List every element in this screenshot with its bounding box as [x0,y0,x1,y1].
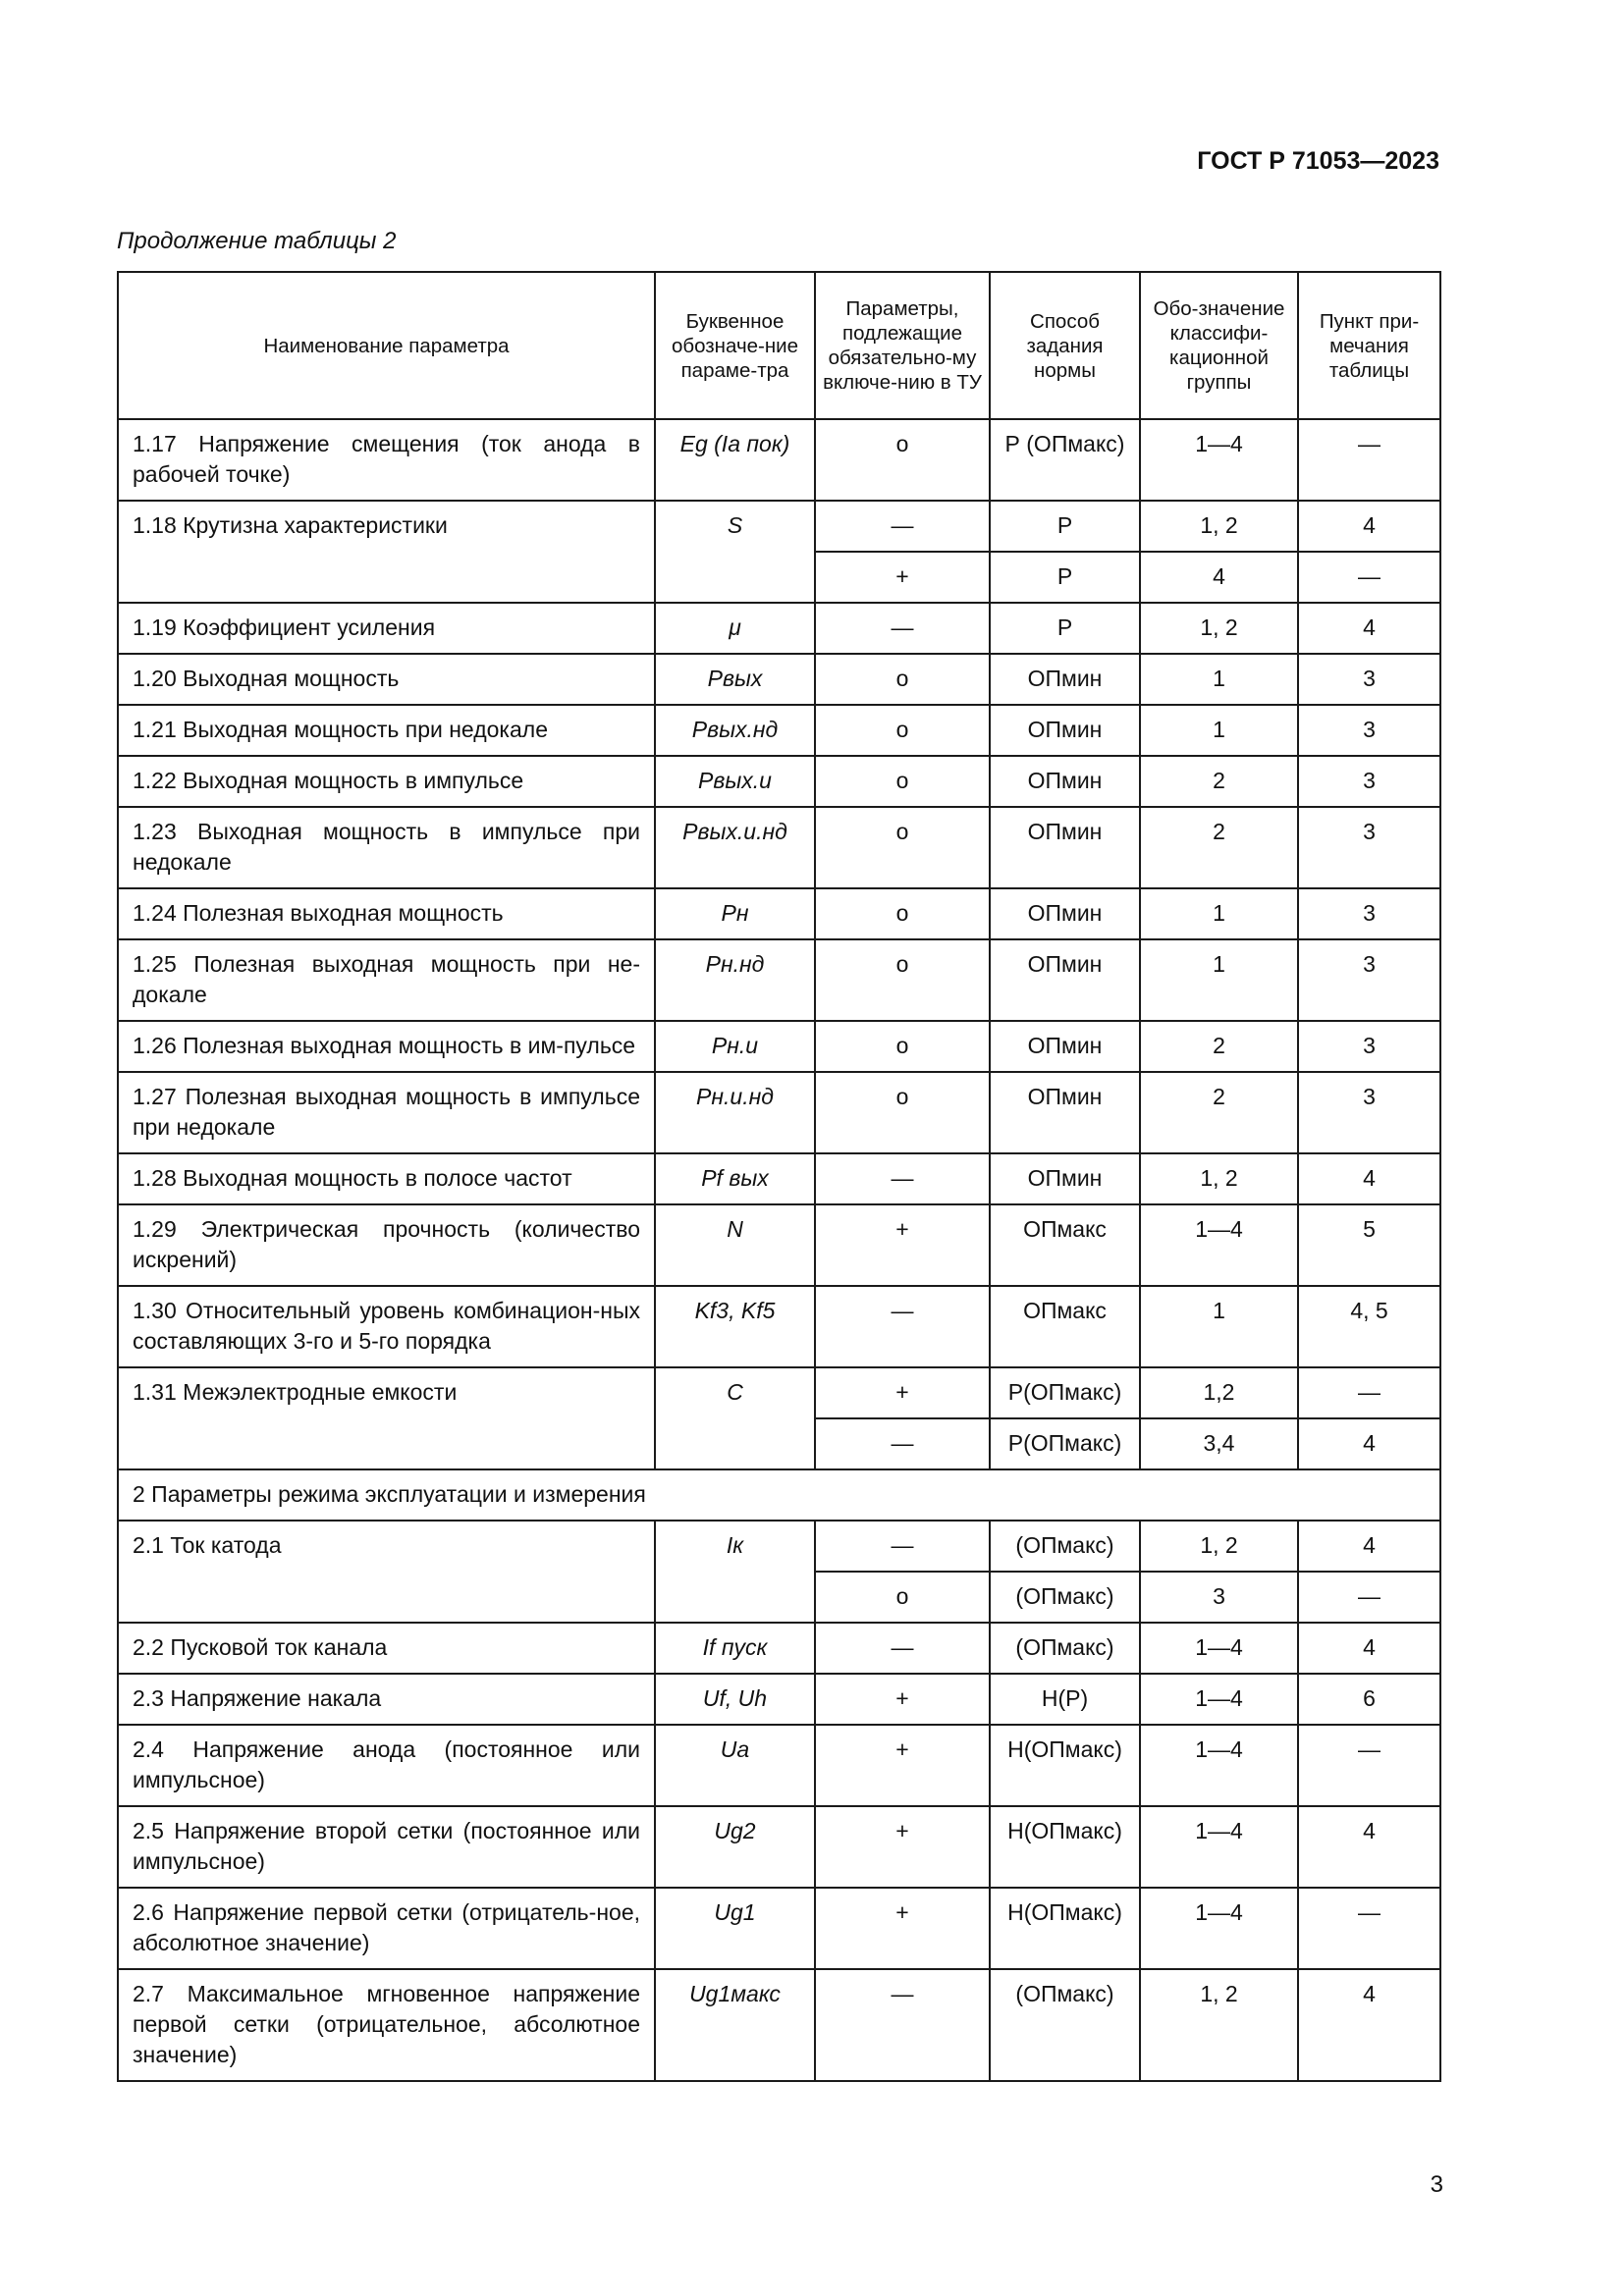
param-required: o [815,654,990,705]
table-row [118,1725,1440,1806]
param-note: 3 [1298,654,1440,705]
param-note: 4 [1298,1521,1440,1572]
param-name: 1.29 Электрическая прочность (количество искрений) [118,1204,655,1286]
param-method: Н(Р) [990,1674,1140,1725]
param-note: 3 [1298,756,1440,807]
page-number: 3 [1430,2171,1443,2198]
param-class: 1—4 [1140,1806,1298,1888]
param-name: 1.23 Выходная мощность в импульсе при недокале [118,807,655,888]
param-name: 2.6 Напряжение первой сетки (отрицатель-ное, абсолютное значение) [118,1888,655,1969]
column-header-note: Пункт при-мечания таблицы [1298,272,1440,419]
param-method: ОПмин [990,1021,1140,1072]
table-row [118,1367,1440,1418]
param-class: 1, 2 [1140,501,1298,552]
param-required: o [815,705,990,756]
param-class: 1, 2 [1140,1153,1298,1204]
param-note: 3 [1298,807,1440,888]
param-note: 3 [1298,939,1440,1021]
param-method: Р [990,603,1140,654]
param-name: 1.26 Полезная выходная мощность в им-пульсе [118,1021,655,1072]
param-method: (ОПмакс) [990,1623,1140,1674]
param-required: o [815,807,990,888]
param-class: 1 [1140,939,1298,1021]
param-method: (ОПмакс) [990,1969,1140,2081]
param-method: Р [990,552,1140,603]
param-method: ОПмин [990,807,1140,888]
param-symbol: S [655,501,815,603]
param-note: 3 [1298,705,1440,756]
param-required: — [815,603,990,654]
table-row [118,756,1440,807]
param-name: 1.27 Полезная выходная мощность в импульсе при недокале [118,1072,655,1153]
param-method: Р(ОПмакс) [990,1367,1140,1418]
param-method: ОПмакс [990,1204,1140,1286]
parameters-table [117,271,1441,2082]
param-symbol: Pвых.нд [655,705,815,756]
section-row [118,1469,1440,1521]
section-title: 2 Параметры режима эксплуатации и измерения [118,1469,1440,1521]
param-name: 1.22 Выходная мощность в импульсе [118,756,655,807]
param-required: + [815,1725,990,1806]
param-name: 2.2 Пусковой ток канала [118,1623,655,1674]
param-class: 1, 2 [1140,603,1298,654]
param-class: 2 [1140,1021,1298,1072]
param-note: 4 [1298,1969,1440,2081]
param-name: 1.31 Межэлектродные емкости [118,1367,655,1469]
param-symbol: Pвых [655,654,815,705]
table-row [118,1521,1440,1572]
param-required: — [815,501,990,552]
param-method: Н(ОПмакс) [990,1725,1140,1806]
table-caption: Продолжение таблицы 2 [117,228,397,254]
column-header-required: Параметры, подлежащие обязательно-му включе-нию в ТУ [815,272,990,419]
table-row [118,501,1440,552]
param-required: + [815,1204,990,1286]
param-note: 3 [1298,888,1440,939]
param-symbol: μ [655,603,815,654]
param-note: 4 [1298,1153,1440,1204]
param-required: — [815,1969,990,2081]
param-note: — [1298,419,1440,501]
param-required: — [815,1521,990,1572]
param-method: ОПмин [990,939,1140,1021]
param-note: 4, 5 [1298,1286,1440,1367]
param-note: — [1298,1572,1440,1623]
param-note: 4 [1298,1623,1440,1674]
param-class: 2 [1140,756,1298,807]
param-note: 3 [1298,1072,1440,1153]
param-method: ОПмин [990,1153,1140,1204]
column-header-method: Способ задания нормы [990,272,1140,419]
param-note: 3 [1298,1021,1440,1072]
column-header-name: Наименование параметра [118,272,655,419]
table-row [118,939,1440,1021]
param-required: — [815,1623,990,1674]
param-name: 1.30 Относительный уровень комбинацион-ных составляющих 3-го и 5-го порядка [118,1286,655,1367]
param-class: 2 [1140,807,1298,888]
param-required: o [815,756,990,807]
table-header-row [118,272,1440,419]
param-name: 2.5 Напряжение второй сетки (постоянное или импульсное) [118,1806,655,1888]
table-row [118,1969,1440,2081]
param-name: 1.28 Выходная мощность в полосе частот [118,1153,655,1204]
param-method: (ОПмакс) [990,1572,1140,1623]
param-class: 1—4 [1140,1204,1298,1286]
param-symbol: Iк [655,1521,815,1623]
param-required: o [815,419,990,501]
param-required: o [815,888,990,939]
param-symbol: Pвых.и.нд [655,807,815,888]
param-method: Н(ОПмакс) [990,1888,1140,1969]
param-name: 1.24 Полезная выходная мощность [118,888,655,939]
table-row [118,654,1440,705]
param-class: 3,4 [1140,1418,1298,1469]
param-symbol: Pf вых [655,1153,815,1204]
param-required: + [815,1367,990,1418]
param-name: 1.17 Напряжение смещения (ток анода в рабочей точке) [118,419,655,501]
param-required: o [815,1021,990,1072]
param-class: 1—4 [1140,1725,1298,1806]
column-header-class: Обо-значение классифи-кационной группы [1140,272,1298,419]
param-class: 1—4 [1140,1888,1298,1969]
param-class: 1,2 [1140,1367,1298,1418]
param-class: 4 [1140,552,1298,603]
param-required: + [815,1806,990,1888]
param-name: 1.19 Коэффициент усиления [118,603,655,654]
table-row [118,1806,1440,1888]
table-row [118,1286,1440,1367]
param-class: 2 [1140,1072,1298,1153]
param-method: Р [990,501,1140,552]
param-note: 4 [1298,501,1440,552]
param-method: (ОПмакс) [990,1521,1140,1572]
param-symbol: Kf3, Kf5 [655,1286,815,1367]
param-name: 1.18 Крутизна характеристики [118,501,655,603]
param-symbol: Pн [655,888,815,939]
param-note: — [1298,1367,1440,1418]
table-row [118,1888,1440,1969]
param-symbol: If пуск [655,1623,815,1674]
param-method: ОПмин [990,888,1140,939]
param-note: 6 [1298,1674,1440,1725]
param-method: Р(ОПмакс) [990,1418,1140,1469]
param-symbol: C [655,1367,815,1469]
param-symbol: Ug2 [655,1806,815,1888]
param-required: + [815,552,990,603]
param-required: — [815,1418,990,1469]
table-row [118,888,1440,939]
param-symbol: Eg (Iа пок) [655,419,815,501]
table-row [118,1153,1440,1204]
table-row [118,1674,1440,1725]
param-note: 5 [1298,1204,1440,1286]
param-method: Р (ОПмакс) [990,419,1140,501]
param-symbol: Pн.и [655,1021,815,1072]
param-name: 1.20 Выходная мощность [118,654,655,705]
param-required: o [815,939,990,1021]
param-name: 2.1 Ток катода [118,1521,655,1623]
param-name: 2.7 Максимальное мгновенное напряжение первой сетки (отрицательное, абсолютное значение) [118,1969,655,2081]
param-note: 4 [1298,1806,1440,1888]
param-symbol: Uf, Uh [655,1674,815,1725]
param-symbol: N [655,1204,815,1286]
table-row [118,1623,1440,1674]
table-row [118,1072,1440,1153]
param-note: 4 [1298,603,1440,654]
table-row [118,419,1440,501]
param-class: 1 [1140,705,1298,756]
param-note: — [1298,1888,1440,1969]
param-method: Н(ОПмакс) [990,1806,1140,1888]
param-symbol: Pн.и.нд [655,1072,815,1153]
param-note: — [1298,552,1440,603]
param-symbol: Ug1 [655,1888,815,1969]
param-symbol: Ug1макс [655,1969,815,2081]
table-row [118,705,1440,756]
param-method: ОПмин [990,705,1140,756]
param-name: 1.21 Выходная мощность при недокале [118,705,655,756]
param-class: 1 [1140,888,1298,939]
param-symbol: Pвых.и [655,756,815,807]
param-class: 3 [1140,1572,1298,1623]
param-required: — [815,1153,990,1204]
param-class: 1, 2 [1140,1521,1298,1572]
param-class: 1, 2 [1140,1969,1298,2081]
param-class: 1 [1140,1286,1298,1367]
param-name: 2.3 Напряжение накала [118,1674,655,1725]
param-class: 1—4 [1140,1623,1298,1674]
param-method: ОПмин [990,756,1140,807]
table-row [118,1204,1440,1286]
param-class: 1—4 [1140,1674,1298,1725]
param-required: + [815,1674,990,1725]
table-row [118,1021,1440,1072]
param-note: 4 [1298,1418,1440,1469]
table-row [118,807,1440,888]
document-code: ГОСТ Р 71053—2023 [1197,147,1439,175]
param-required: — [815,1286,990,1367]
param-class: 1—4 [1140,419,1298,501]
param-required: + [815,1888,990,1969]
param-name: 1.25 Полезная выходная мощность при не-докале [118,939,655,1021]
param-required: o [815,1572,990,1623]
param-method: ОПмин [990,1072,1140,1153]
param-symbol: Pн.нд [655,939,815,1021]
column-header-symbol: Буквенное обозначе-ние параме-тра [655,272,815,419]
param-required: o [815,1072,990,1153]
param-note: — [1298,1725,1440,1806]
param-method: ОПмин [990,654,1140,705]
param-method: ОПмакс [990,1286,1140,1367]
table-row [118,603,1440,654]
param-name: 2.4 Напряжение анода (постоянное или импульсное) [118,1725,655,1806]
param-symbol: Uа [655,1725,815,1806]
param-class: 1 [1140,654,1298,705]
